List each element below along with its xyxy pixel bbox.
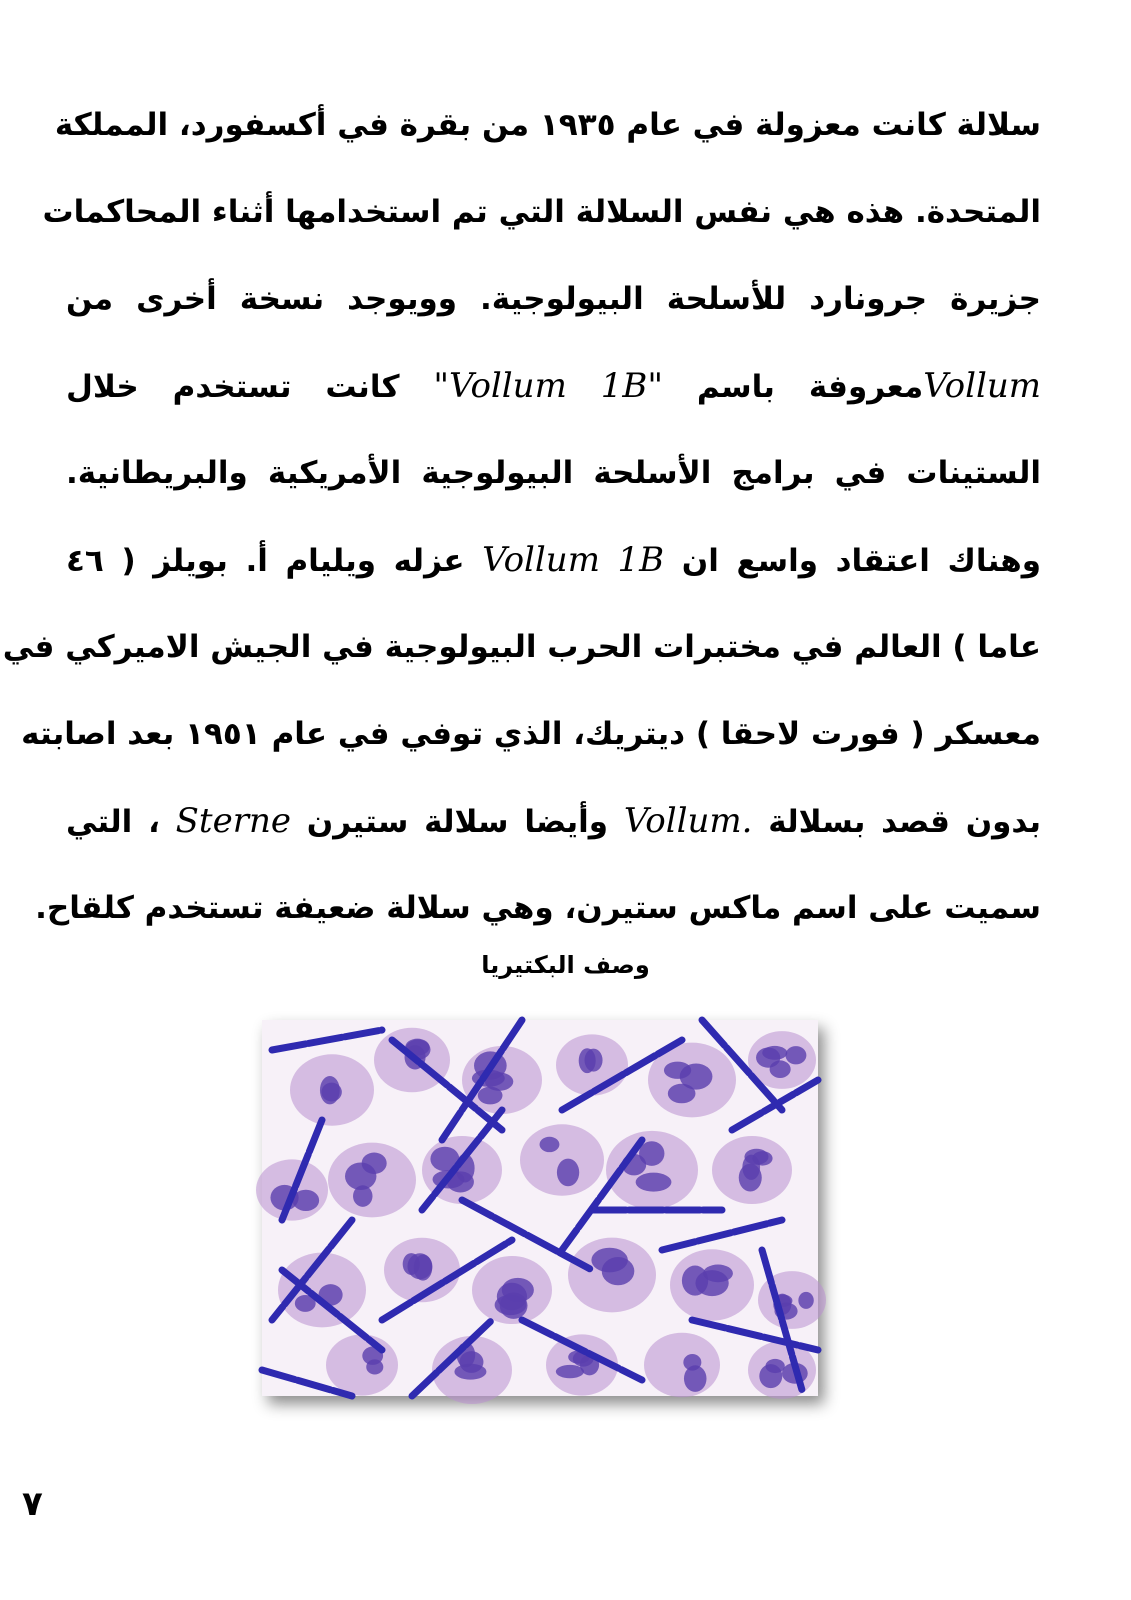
latin-term: Vollum. <box>623 801 753 841</box>
text-line <box>66 430 1041 517</box>
cell-shape <box>712 1136 792 1204</box>
text-line <box>66 517 1041 604</box>
cell-shape <box>520 1124 604 1195</box>
cell-shape <box>278 1253 366 1328</box>
text-segment: بدون قصد بسلالة <box>752 804 1041 840</box>
text-segment: جزيرة جرونارد للأسلحة البيولوجية. وويوجد نسخة أخرى من <box>66 281 1041 317</box>
text-segment: عزله ويليام أ. بويلز ( ٤٦ <box>66 543 483 579</box>
text-segment: معروفة باسم <box>662 369 924 405</box>
body-paragraph <box>2 82 1041 952</box>
text-line <box>35 865 1041 952</box>
text-segment: وأيضا سلالة ستيرن <box>290 804 624 840</box>
text-line <box>2 604 1041 691</box>
bacillus-rod <box>662 1220 782 1250</box>
text-segment: المتحدة. هذه هي نفس السلالة التي تم استخدامها أثناء المحاكمات <box>42 194 1041 230</box>
text-line <box>54 82 1041 169</box>
text-segment: عاما ) العالم في مختبرات الحرب البيولوجية في الجيش الاميركي في <box>2 629 1041 665</box>
latin-term: "Vollum 1B" <box>433 366 663 406</box>
text-line <box>42 169 1041 256</box>
figure-caption: وصف البكتيريا <box>481 951 650 979</box>
text-line <box>66 778 1041 865</box>
text-line <box>66 343 1041 430</box>
micrograph-image <box>262 1020 818 1396</box>
text-line <box>21 691 1041 778</box>
latin-term: Sterne <box>175 801 291 841</box>
text-segment: كانت تستخدم خلال <box>66 369 434 405</box>
text-segment: معسكر ( فورت لاحقا ) ديتريك، الذي توفي في عام ١٩٥١ بعد اصابته <box>21 716 1041 752</box>
cell-shape <box>290 1054 374 1125</box>
latin-term: Vollum <box>923 366 1041 406</box>
cell-shape <box>670 1249 754 1320</box>
cell-shape <box>326 1334 398 1395</box>
bacillus-rod <box>272 1030 382 1050</box>
bacteria-micrograph <box>262 1020 818 1396</box>
text-segment: وهناك اعتقاد واسع ان <box>664 543 1041 579</box>
page-number: ٧ <box>22 1484 43 1524</box>
cell-shape <box>556 1034 628 1095</box>
text-segment: ، التي <box>66 804 176 840</box>
cell-shape <box>328 1143 416 1218</box>
cell-shape <box>568 1238 656 1313</box>
text-segment: سلالة كانت معزولة في عام ١٩٣٥ من بقرة في أكسفورد، المملكة <box>54 107 1041 143</box>
text-segment: سميت على اسم ماكس ستيرن، وهي سلالة ضعيفة تستخدم كلقاح. <box>35 890 1041 926</box>
cell-shape <box>644 1333 720 1398</box>
text-segment: الستينات في برامج الأسلحة البيولوجية الأمريكية والبريطانية. <box>66 455 1041 491</box>
cell-shape <box>472 1256 552 1324</box>
latin-term: Vollum 1B <box>482 540 665 580</box>
text-line <box>66 256 1041 343</box>
